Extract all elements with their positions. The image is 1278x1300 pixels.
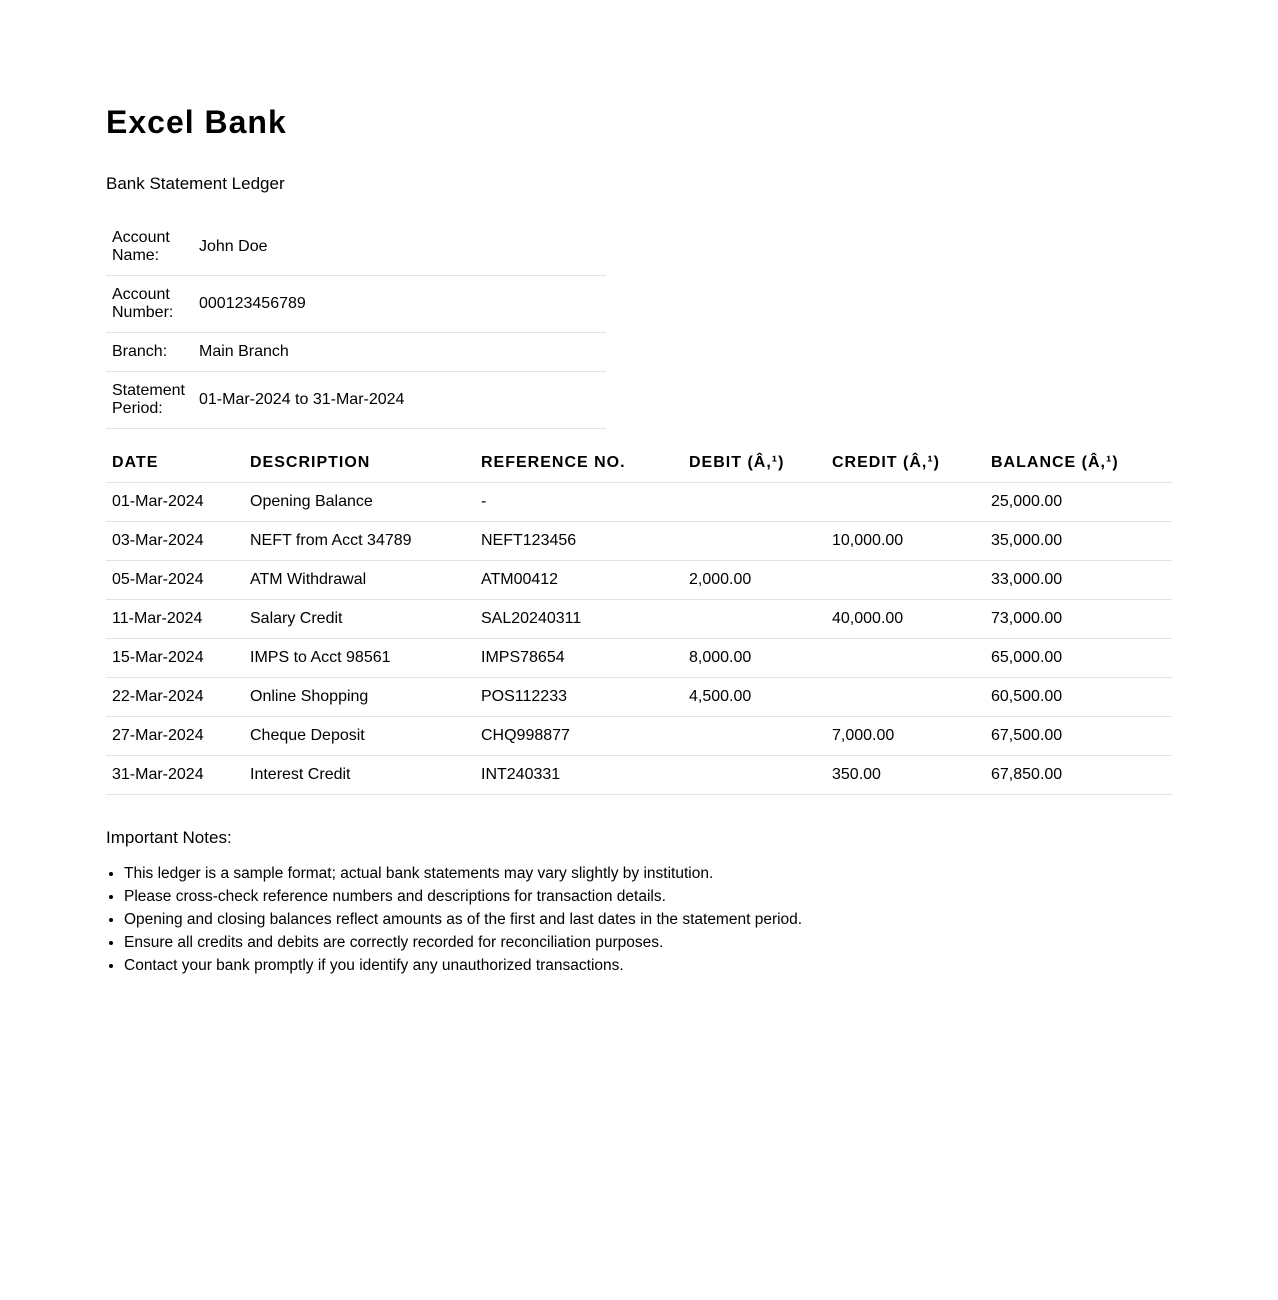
list-item: • Ensure all credits and debits are correctly recorded for reconciliation purposes. [124,931,802,954]
cell-balance: 67,850.00 [985,756,1172,795]
cell-description: Opening Balance [244,483,475,522]
cell-debit: 4,500.00 [683,678,826,717]
cell-description: Cheque Deposit [244,717,475,756]
column-header-credit: CREDIT (Â,¹) [826,444,985,483]
cell-debit [683,717,826,756]
cell-credit [826,561,985,600]
cell-reference: NEFT123456 [475,522,683,561]
table-row [106,639,1172,678]
statement-period-row [106,372,606,429]
column-header-date: DATE [106,444,244,483]
cell-date: 05-Mar-2024 [106,561,244,600]
cell-date: 22-Mar-2024 [106,678,244,717]
bank-name: Excel Bank [106,104,287,140]
cell-date: 15-Mar-2024 [106,639,244,678]
cell-description: Online Shopping [244,678,475,717]
cell-balance: 33,000.00 [985,561,1172,600]
cell-debit [683,600,826,639]
account-name-row [106,219,606,276]
cell-reference: - [475,483,683,522]
account-info-table [106,219,606,429]
statement-period-value: 01-Mar-2024 to 31-Mar-2024 [193,372,606,429]
cell-description: Interest Credit [244,756,475,795]
cell-description: ATM Withdrawal [244,561,475,600]
cell-balance: 67,500.00 [985,717,1172,756]
cell-credit: 350.00 [826,756,985,795]
cell-balance: 25,000.00 [985,483,1172,522]
account-number-label: Account Number: [106,276,193,333]
table-row [106,678,1172,717]
cell-reference: CHQ998877 [475,717,683,756]
cell-reference: IMPS78654 [475,639,683,678]
cell-reference: POS112233 [475,678,683,717]
table-row [106,717,1172,756]
cell-debit: 8,000.00 [683,639,826,678]
cell-credit [826,483,985,522]
cell-balance: 60,500.00 [985,678,1172,717]
statement-period-label: Statement Period: [106,372,193,429]
cell-balance: 73,000.00 [985,600,1172,639]
account-name-value: John Doe [193,219,606,276]
cell-credit [826,639,985,678]
list-item: • Please cross-check reference numbers and descriptions for transaction details. [124,885,802,908]
ledger-header-row [106,444,1172,483]
cell-debit [683,522,826,561]
account-name-label: Account Name: [106,219,193,276]
cell-balance: 65,000.00 [985,639,1172,678]
list-item: • Opening and closing balances reflect amounts as of the first and last dates in the statement period. [124,908,802,931]
document-subtitle: Bank Statement Ledger [106,174,285,193]
ledger-table [106,444,1172,795]
cell-credit: 40,000.00 [826,600,985,639]
branch-label: Branch: [106,333,193,372]
table-row [106,522,1172,561]
cell-credit [826,678,985,717]
cell-reference: INT240331 [475,756,683,795]
table-row [106,756,1172,795]
column-header-description: DESCRIPTION [244,444,475,483]
notes-list [106,862,802,977]
cell-date: 01-Mar-2024 [106,483,244,522]
cell-description: NEFT from Acct 34789 [244,522,475,561]
cell-reference: ATM00412 [475,561,683,600]
cell-date: 31-Mar-2024 [106,756,244,795]
cell-debit: 2,000.00 [683,561,826,600]
account-number-value: 000123456789 [193,276,606,333]
cell-reference: SAL20240311 [475,600,683,639]
table-row [106,600,1172,639]
column-header-balance: BALANCE (Â,¹) [985,444,1172,483]
cell-date: 27-Mar-2024 [106,717,244,756]
notes-heading: Important Notes: [106,828,232,847]
cell-credit: 10,000.00 [826,522,985,561]
column-header-reference: REFERENCE NO. [475,444,683,483]
table-row [106,483,1172,522]
branch-value: Main Branch [193,333,606,372]
table-row [106,561,1172,600]
cell-debit [683,756,826,795]
cell-debit [683,483,826,522]
cell-date: 03-Mar-2024 [106,522,244,561]
list-item: • This ledger is a sample format; actual bank statements may vary slightly by institution. [124,862,802,885]
cell-description: Salary Credit [244,600,475,639]
branch-row [106,333,606,372]
cell-date: 11-Mar-2024 [106,600,244,639]
column-header-debit: DEBIT (Â,¹) [683,444,826,483]
cell-description: IMPS to Acct 98561 [244,639,475,678]
cell-credit: 7,000.00 [826,717,985,756]
list-item: • Contact your bank promptly if you identify any unauthorized transactions. [124,954,802,977]
account-number-row [106,276,606,333]
cell-balance: 35,000.00 [985,522,1172,561]
